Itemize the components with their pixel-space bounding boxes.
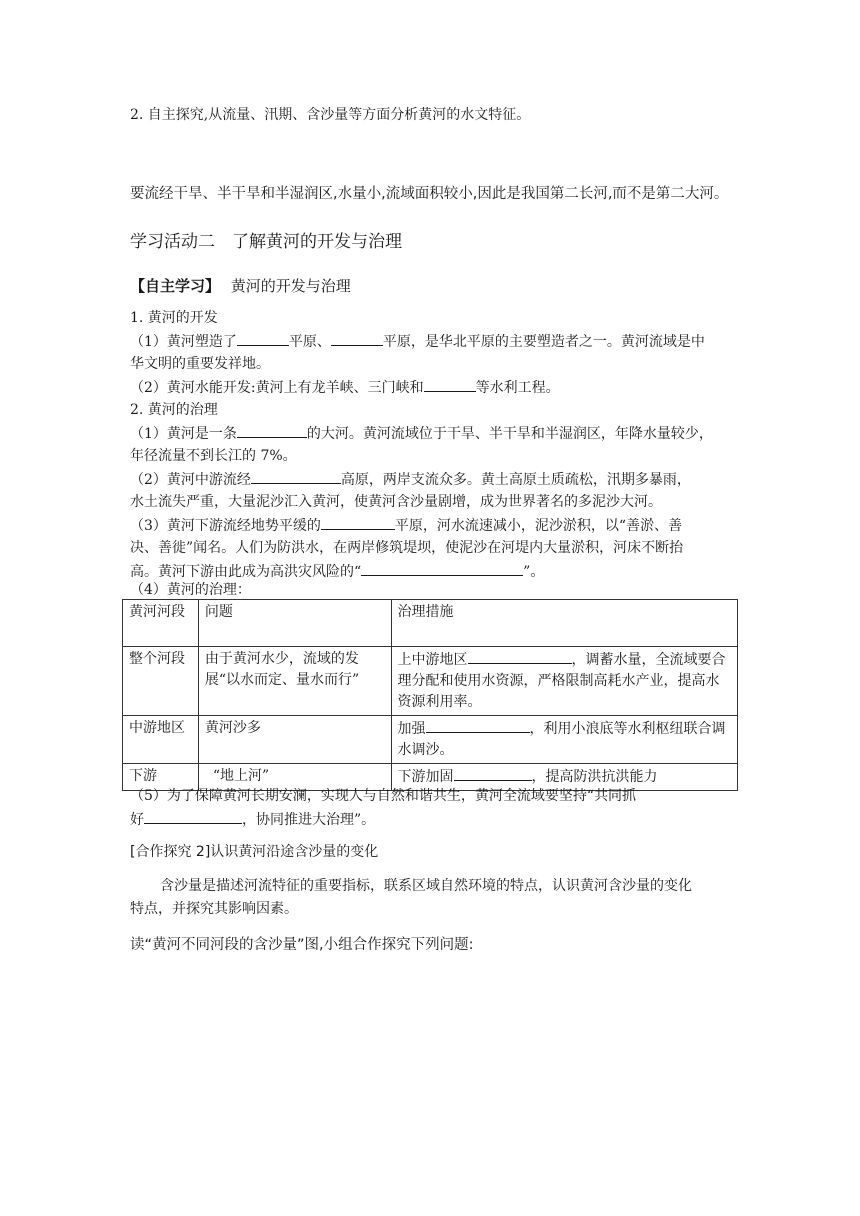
measure-text-b: ，调蓄水量，全流域要合理分配和使用水资源，严格限制高耗水产业，提高水资源利用率。 — [397, 652, 726, 710]
intro-text-cont: 特点，并探究其影响因素。 — [130, 901, 298, 917]
gov-item-5-text-b: 好 — [130, 812, 144, 828]
fill-blank[interactable] — [454, 766, 532, 781]
intro-text: 含沙量是描述河流特征的重要指标，联系区域自然环境的特点，认识黄河含沙量的变化 — [160, 878, 692, 894]
gov-item-2-text-b: 高原，两岸支流众多。黄土高原土质疏松，汛期多暴雨， — [340, 472, 691, 488]
gov-item-5: （5）为了保障黄河长期安澜，实现人与自然和谐共生，黄河全流域要坚持“共同抓 — [130, 788, 637, 804]
coop-heading — [130, 842, 378, 862]
gov-item-2-text-a: （2）黄河中游流经 — [130, 472, 251, 488]
dev-item-1-text-a: （1）黄河塑造了 — [130, 334, 237, 350]
gov-item-3-cont-2 — [130, 561, 544, 582]
gov-item-2-cont: 水土流失严重，大量泥沙汇入黄河，使黄河含沙量剧增，成为世界著名的多泥沙大河。 — [130, 494, 662, 510]
answer-text: 要流经干旱、半干旱和半湿润区,水量小,流域面积较小,因此是我国第二长河,而不是第二大河。 — [130, 186, 729, 202]
dev-item-1 — [130, 331, 705, 352]
dev-item-2 — [130, 377, 560, 398]
gov-item-2 — [130, 469, 691, 490]
table-row — [123, 647, 738, 716]
table-row — [123, 716, 738, 764]
fill-blank[interactable] — [361, 561, 523, 576]
fill-blank[interactable] — [237, 423, 307, 438]
self-study-heading — [130, 276, 351, 296]
measure-text-b: ，利用小浪底等水利枢纽联合调水调沙。 — [397, 721, 726, 758]
gov-item-1-text-b: 的大河。黄河流域位于干旱、半干旱和半湿润区，年降水量较少， — [306, 426, 713, 442]
gov-item-3-text-a: （3）黄河下游流经地势平缓的 — [130, 518, 321, 534]
gov-item-1-cont: 年径流量不到长江的 7%。 — [130, 448, 297, 464]
dev-item-1-text-c: 平原，是华北平原的主要塑造者之一。黄河流域是中 — [382, 334, 705, 350]
dev-item-2-text-b: 等水利工程。 — [475, 380, 560, 396]
table-cell-problem: 由于黄河水少，流域的发展“以水而定、量水而行” — [198, 647, 391, 716]
measure-text-b: ，提高防洪抗洪能力 — [531, 769, 658, 785]
fill-blank[interactable] — [321, 515, 395, 530]
fill-blank[interactable] — [468, 649, 572, 664]
gov-item-3-cont: 决、善徙”闻名。人们为防洪水，在两岸修筑堤坝，使泥沙在河堤内大量淤积，河床不断抬 — [130, 540, 684, 556]
table-cell-measure — [391, 647, 737, 716]
activity-heading: 学习活动二 了解黄河的开发与治理 — [130, 232, 402, 252]
fill-blank[interactable] — [424, 377, 476, 392]
gov-item-5-text-c: ，协同推进大治理”。 — [242, 812, 376, 828]
table-cell-section: 下游 — [123, 764, 199, 791]
dev-item-1-text-b: 平原、 — [288, 334, 331, 350]
gov-item-1-text-a: （1）黄河是一条 — [130, 426, 237, 442]
read-instruction: 读“黄河不同河段的含沙量”图,小组合作探究下列问题: — [130, 937, 474, 953]
gov-item-3-text-b: 平原，河水流速减小，泥沙淤积，以“善淤、善 — [394, 518, 683, 534]
gov-item-3-text-e: ”。 — [523, 564, 545, 580]
gov-heading: 2. 黄河的治理 — [130, 402, 218, 418]
table-cell-problem: 黄河沙多 — [198, 716, 391, 764]
question-2: 2. 自主探究,从流量、汛期、含沙量等方面分析黄河的水文特征。 — [130, 107, 531, 123]
measure-text-a: 上中游地区 — [397, 652, 468, 668]
dev-item-1-cont: 华文明的重要发祥地。 — [130, 356, 270, 372]
coop-title: 认识黄河沿途含沙量的变化 — [210, 844, 379, 860]
gov-item-5-cont — [130, 809, 375, 830]
measure-text-a: 加强 — [397, 721, 426, 737]
gov-item-3 — [130, 515, 682, 536]
table-header-cell: 问题 — [198, 600, 391, 647]
table-cell-problem: “地上河” — [198, 764, 391, 791]
table-cell-measure — [391, 716, 737, 764]
table-header-cell: 治理措施 — [391, 600, 737, 647]
table-header-row — [123, 600, 738, 647]
fill-blank[interactable] — [144, 809, 242, 824]
self-study-tag: 【自主学习】 — [130, 277, 221, 295]
dev-heading: 1. 黄河的开发 — [130, 310, 218, 326]
measure-text-a: 下游加固 — [397, 769, 454, 785]
gov-item-3-text-d: 高。黄河下游由此成为高洪灾风险的“ — [130, 564, 362, 580]
fill-blank[interactable] — [237, 331, 289, 346]
dev-item-2-text-a: （2）黄河水能开发:黄河上有龙羊峡、三门峡和 — [130, 380, 424, 396]
governance-table — [122, 599, 738, 791]
self-study-topic: 黄河的开发与治理 — [230, 277, 351, 295]
gov-item-4: （4）黄河的治理： — [130, 582, 251, 598]
fill-blank[interactable] — [331, 331, 383, 346]
gov-item-1 — [130, 423, 713, 444]
table-cell-section: 整个河段 — [123, 647, 199, 716]
fill-blank[interactable] — [426, 718, 530, 733]
table-cell-section: 中游地区 — [123, 716, 199, 764]
coop-tag: [合作探究 2] — [130, 844, 211, 860]
table-header-cell: 黄河河段 — [123, 600, 199, 647]
fill-blank[interactable] — [251, 469, 341, 484]
